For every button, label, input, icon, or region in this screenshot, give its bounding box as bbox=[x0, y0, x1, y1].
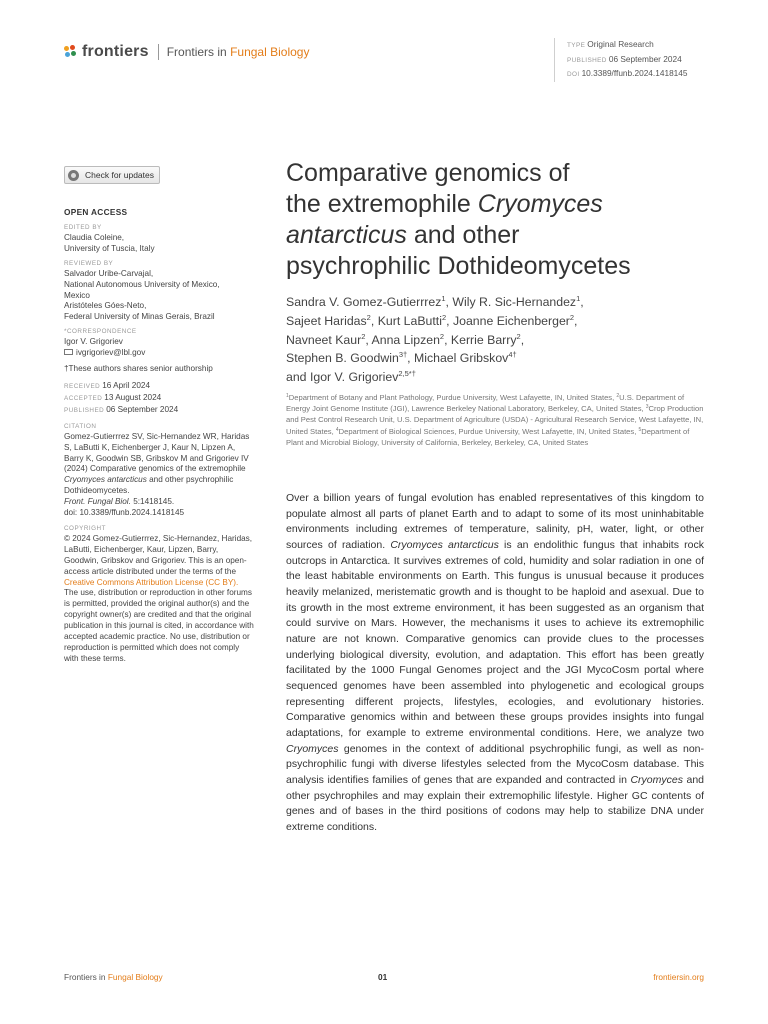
cc-by-license-link[interactable]: Creative Commons Attribution License (CC BY). bbox=[64, 577, 239, 587]
journal-title: Fungal Biology bbox=[230, 45, 310, 59]
frontiers-logo[interactable] bbox=[64, 42, 309, 62]
author-name[interactable]: Igor V. Grigoriev bbox=[309, 370, 399, 385]
correspondence-name: Igor V. Grigoriev bbox=[64, 337, 123, 347]
meta-published: PUBLISHED 06 September 2024 bbox=[567, 53, 682, 64]
reviewer-line: Federal University of Minas Gerais, Brazil bbox=[64, 312, 215, 322]
article-meta bbox=[554, 38, 688, 82]
edited-by-label: EDITED BY bbox=[64, 223, 102, 231]
frontiers-logo-icon bbox=[64, 45, 78, 59]
meta-type: TYPE Original Research bbox=[567, 39, 654, 49]
check-updates-icon bbox=[68, 170, 79, 181]
page-number: 01 bbox=[378, 972, 388, 982]
footer-journal[interactable]: Frontiers in Fungal Biology bbox=[64, 972, 163, 982]
logo-divider bbox=[158, 44, 159, 60]
citation-doi[interactable]: doi: 10.3389/ffunb.2024.1418145 bbox=[64, 508, 185, 518]
citation-label: CITATION bbox=[64, 422, 97, 430]
abstract: Over a billion years of fungal evolution has enabled representatives of this kingdom to populate almost all parts of planet Earth and to adapt to some of its most uninhabitable environments including extremes of temperature, salinity, pH, water, light, or other sources of radiation. Cryomyces antarcticus is an endolithic fungus that inhabits rock outcrops in Antarctica. It survives extremes of cold, humidity and solar radiation in one of the least habitable environments on Earth. This fungus is unusual because it produces heavily melanized, meristematic growth and is thought to be haploid and asexual. Due to its growth in the most extreme environment, it has been suggested as an organism that could survive on Mars. However, the mechanisms it uses to achieve its extremophilic nature are not known. Comparative genomics can provide clues to the processes underlying biological diversity, evolution, and adaptation. This effort has been greatly facilitated by the 1000 Fungal Genomes project and the JGI MycoCosm portal where sequenced genomes have been assembled into phylogenetic and ecological groups representing different projects, lifestyles, ecologies, and evolutionary histories. Comparative genomics within and between these groups provides insights into fungal adaptations, for example to extreme environmental conditions. Here, we analyze two Cryomyces genomes in the context of additional psychrophilic fungi, as well as non-psychrophilic fungi with diverse lifestyles selected from the MycoCosm database. This analysis identifies families of genes that are expanded and contracted in Cryomyces and other psychrophiles and may explain their extremophilic lifestyle. Higher GC contents of genes and of bases in the third positions of codons may help to stabilize DNA under extreme conditions. bbox=[286, 492, 704, 834]
copyright-label: COPYRIGHT bbox=[64, 524, 106, 532]
author-name[interactable]: Kurt LaButti bbox=[377, 313, 442, 328]
author-name[interactable]: Sajeet Haridas bbox=[286, 313, 367, 328]
correspondence-label: *CORRESPONDENCE bbox=[64, 328, 137, 336]
author-name[interactable]: Anna Lipzen bbox=[371, 332, 440, 347]
affiliations: $^1$Department of Botany and Plant Pathology, Purdue University, West Lafayette, IN, United States, $^2$U.S. Department of Energy Joint Genome Institute (JGI), Lawrence Berkeley National Laboratory, Berkeley, CA, United States, $^3$Crop Production and Pest Control Research Unit, U.S. Department of Agriculture (USDA) - Agricultural Research Service, West Lafayette, IN, United States, $^4$Department of Biological Sciences, Purdue University, West Lafayette, IN, United States, $^5$Department of Plant and Microbial Biology, University of California, Berkeley, Berkeley, CA, United States bbox=[286, 393, 704, 447]
author-name[interactable]: Wily R. Sic-Hernandez bbox=[452, 295, 577, 309]
copyright-text: © 2024 Gomez-Gutierrrez, Sic-Hernandez, Haridas, LaButti, Eichenberger, Kaur, Lipzen, Barry, Goodwin, Gribskov and Grigoriev. This is an open-access article distributed under the terms of the Creative Commons Attribution License (CC BY). The use, distribution or reproduction in other forums is permitted, provided the original author(s) and the copyright owner(s) are credited and that the original publication in this journal is cited, in accordance with accepted academic practice. No use, distribution or reproduction is permitted which does not comply with these terms. bbox=[64, 533, 254, 663]
correspondence-email-row[interactable] bbox=[64, 348, 254, 359]
citation-text: Gomez-Gutierrrez SV, Sic-Hernandez WR, Haridas S, LaButti K, Eichenberger J, Kaur N, Lipzen A, Barry K, Goodwin SB, Gribskov M and Grigoriev IV (2024) Comparative genomics of the extremophile Cryomyces antarcticus and other psychrophilic Dothideomycetes. Front. Fungal Biol. 5:1418145. doi: 10.3389/ffunb.2024.1418145 bbox=[64, 431, 250, 518]
footer-site-link[interactable]: frontiersin.org bbox=[653, 972, 704, 982]
author-name[interactable]: Navneet Kaur bbox=[286, 332, 362, 347]
reviewed-by-label: REVIEWED BY bbox=[64, 259, 114, 267]
journal-name[interactable] bbox=[167, 45, 310, 59]
check-for-updates-button[interactable] bbox=[64, 166, 160, 184]
editor-name: Claudia Coleine, bbox=[64, 232, 125, 242]
journal-prefix: Frontiers in bbox=[166, 45, 227, 59]
correspondence-email[interactable]: ivgrigoriev@lbl.gov bbox=[76, 348, 146, 358]
published-date: PUBLISHED 06 September 2024 bbox=[64, 404, 179, 414]
accepted-date: ACCEPTED 13 August 2024 bbox=[64, 392, 162, 402]
reviewer-line: Aristóteles Góes-Neto, bbox=[64, 301, 147, 311]
meta-doi: DOI 10.3389/ffunb.2024.1418145 bbox=[567, 68, 688, 79]
sidebar-info bbox=[64, 207, 254, 665]
authorship-note: †These authors shares senior authorship bbox=[64, 364, 213, 374]
author-name[interactable]: Michael Gribskov bbox=[414, 351, 509, 366]
author-name[interactable]: Sandra V. Gomez-Gutierrrez bbox=[286, 295, 442, 309]
open-access-label: OPEN ACCESS bbox=[64, 207, 128, 217]
check-updates-label: Check for updates bbox=[85, 170, 154, 180]
author-name[interactable]: Kerrie Barry bbox=[450, 332, 517, 347]
editor-affiliation: University of Tuscia, Italy bbox=[64, 243, 155, 253]
reviewer-line: National Autonomous University of Mexico, bbox=[64, 279, 220, 289]
reviewer-line: Salvador Uribe-Carvajal, bbox=[64, 268, 154, 278]
author-name[interactable]: Stephen B. Goodwin bbox=[286, 351, 399, 366]
author-list: Sandra V. Gomez-Gutierrrez$^1$, Wily R. Sic-Hernandez$^1$, Sajeet Haridas$^2$, Kurt LaButti$^2$, Joanne Eichenberger$^2$, Navneet Kaur$^2$, Anna Lipzen$^2$, Kerrie Barry$^2$, Stephen B. Goodwin$^{3\dagger}$, Michael Gribskov$^{4\dagger}$ and Igor V. Grigoriev$^{2,5*\dagger}$ bbox=[286, 294, 584, 385]
logo-wordmark: frontiers bbox=[82, 43, 149, 60]
received-date: RECEIVED 16 April 2024 bbox=[64, 380, 151, 390]
mail-icon bbox=[64, 349, 73, 355]
author-name[interactable]: Joanne Eichenberger bbox=[452, 313, 570, 328]
article-title: Comparative genomics of the extremophile Cryomyces antarcticus and other psychrophilic Dothideomycetes bbox=[286, 159, 631, 280]
reviewer-line: Mexico bbox=[64, 290, 90, 300]
